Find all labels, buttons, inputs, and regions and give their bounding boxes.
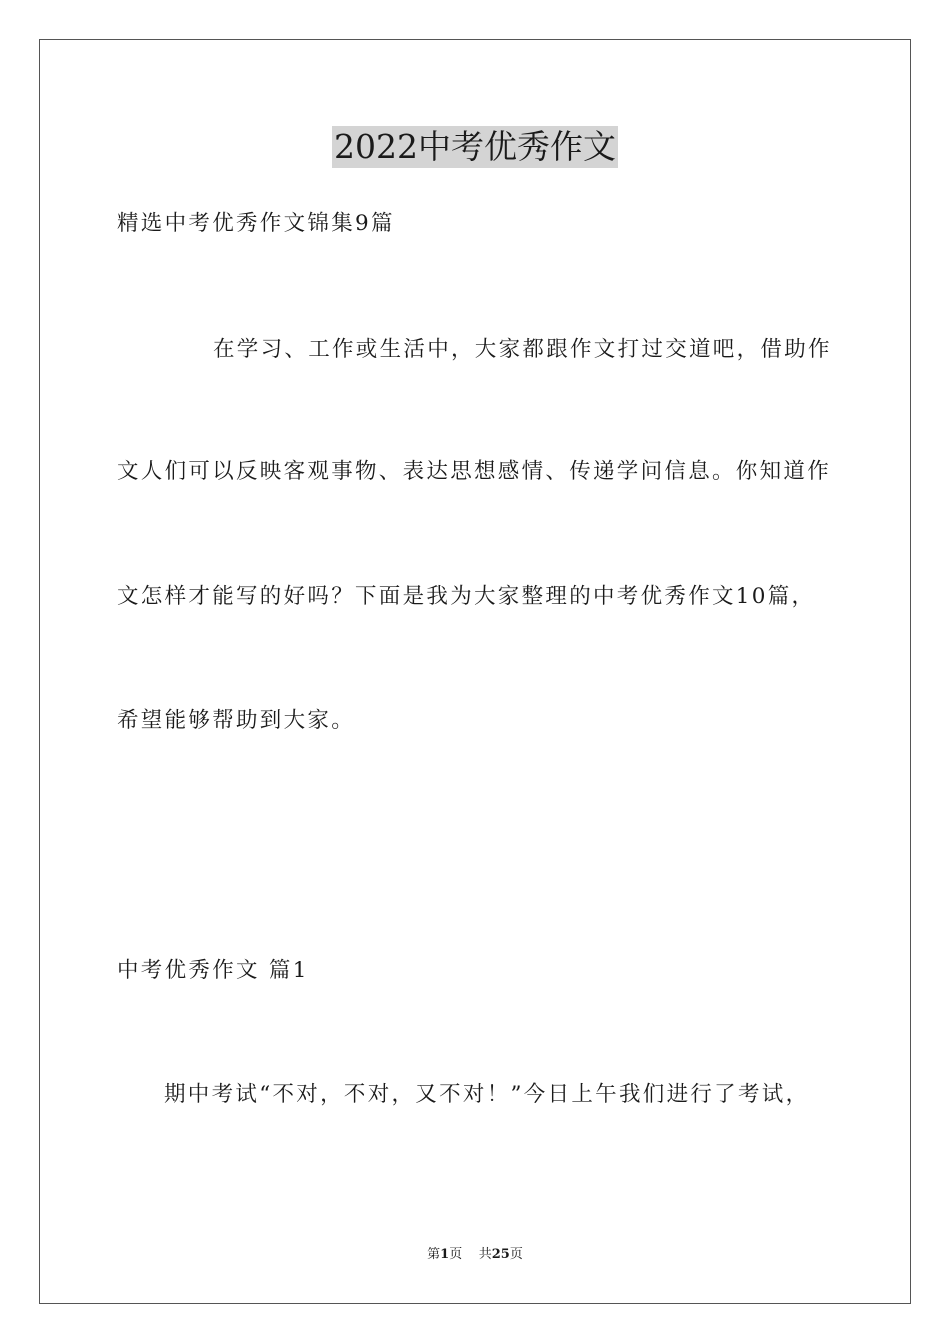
document-title: 2022中考优秀作文 [334,127,616,166]
title-container [0,126,950,168]
intro-line-4: 希望能够帮助到大家。 [117,708,356,733]
intro-line-1: 在学习、工作或生活中，大家都跟作文打过交道吧，借助作 [213,337,832,362]
intro-line-3: 文怎样才能写的好吗？下面是我为大家整理的中考优秀作文10篇， [117,584,816,609]
page-prefix: 第 [427,1247,441,1262]
page-footer [0,1246,950,1264]
page-number: 1 [440,1247,450,1262]
document-subtitle: 精选中考优秀作文锦集9篇 [117,211,395,236]
section-first-line: 期中考试“不对，不对，又不对！”今日上午我们进行了考试， [164,1082,810,1107]
total-prefix: 共 [478,1247,492,1262]
total-pages: 25 [491,1247,510,1262]
intro-line-2: 文人们可以反映客观事物、表达思想感情、传递学问信息。你知道作 [117,459,832,484]
total-suffix: 页 [509,1247,523,1262]
section-heading: 中考优秀作文 篇1 [117,958,309,983]
page-suffix: 页 [449,1247,463,1262]
